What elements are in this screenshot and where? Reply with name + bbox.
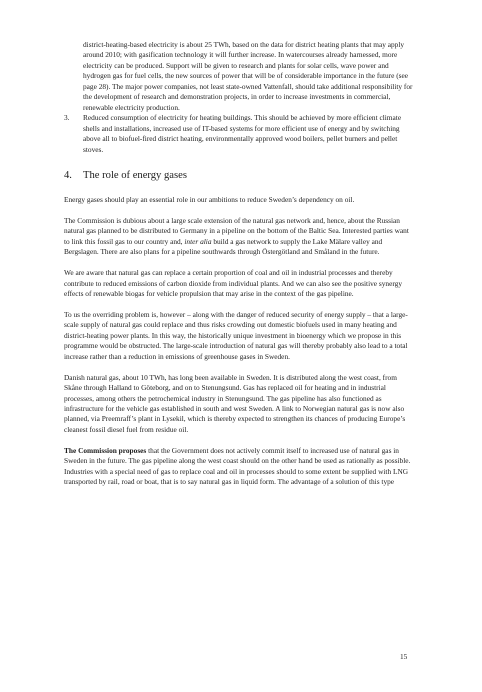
paragraph-natural-gas-network [64, 216, 414, 258]
paragraph-danish-natural-gas: Danish natural gas, about 10 TWh, has long been available in Sweden. It is distributed along the west coast, from Skåne through Halland to Göteborg, and on to Stenungsund. Gas has replaced oil for heating and in industrial processes, among others the petrochemical industry in Stenungsund. The gas pipeline has also functioned as infrastructure for the vehicle gas established in south and west Sweden. A link to Norwegian natural gas is now also planned, via Preemraff’s plant in Lysekil, which is thereby expected to strengthen its chances of producing Europe’s cleanest fossil diesel fuel from residue oil. [64, 372, 406, 434]
italic-text: inter alia [184, 236, 212, 246]
page-number: 15 [400, 652, 408, 661]
proposal-list [64, 113, 414, 155]
page-content [64, 40, 414, 498]
paragraph-text: build a gas network to supply the Lake Mälare valley and Bergslagen. There are also plans for a pipeline southwards through Östergötland and Småland in the future. [64, 236, 383, 257]
list-item-number: 3. [64, 113, 70, 123]
paragraph-energy-gases: Energy gases should play an essential role in our ambitions to reduce Sweden’s dependency on oil. [64, 194, 355, 204]
list-item-3 [64, 113, 414, 155]
section-title: The role of energy gases [83, 169, 187, 181]
list-item-2-continuation: district-heating-based electricity is about 25 TWh, based on the data for district heating plants that may apply around 2010; with gasification technology it will further increase. In watercourses already harnessed, more electricity can be produced. Support will be given to research and plants for solar cells, wave power and hydrogen gas for fuel cells, the new sources of power that will be of considerable importance in the future (see page 28). The major power companies, not least state-owned Vattenfall, should take additional responsibility for the development of research and demonstration projects, in order to increase investments in commercial, renewable electricity production. [83, 40, 413, 112]
paragraph-industrial-processes: We are aware that natural gas can replace a certain proportion of coal and oil in industrial processes and thereby contribute to reduced emissions of carbon dioxide from individual plants. And we can also see the positive synergy effects of renewable biogas for vehicle propulsion that may arise in the context of the gas pipeline. [64, 268, 403, 299]
paragraph-overriding-problem: To us the overriding problem is, however – along with the danger of reduced security of energy supply – that a large-scale supply of natural gas could replace and thus risks crowding out domestic biofuels used in many heating and district-heating power plants. In this way, the historically unique investment in bioenergy which we propose in this programme would be obstructed. The large-scale introduction of natural gas will thereby probably also lead to a total increase rather than a reduction in emissions of greenhouse gases in Sweden. [64, 309, 408, 361]
paragraph-commission-proposes [64, 446, 414, 488]
list-item-text: Reduced consumption of electricity for heating buildings. This should be achieved by more efficient climate shells and installations, increased use of IT-based systems for more efficient use of energy and by switching above all to biofuel-fired district heating, environmentally approved wood boilers, pellet burners and pellet stoves. [83, 113, 402, 154]
section-heading [64, 169, 414, 183]
paragraph-text: The Commission is dubious about a large scale extension of the natural gas network and, hence, about the Russian natural gas planned to be distributed to Germany in a pipeline on the bottom of the Baltic Sea. Interested parties want to link this fossil gas to our country and, [64, 215, 409, 246]
section-number: 4. [64, 169, 72, 181]
bold-text: The Commission proposes [64, 445, 147, 455]
paragraph-text: that the Government does not actively commit itself to increased use of natural gas in Sweden in the future. The gas pipeline along the west coast should on the other hand be used as rationally as possible. Industries with a special need of gas to replace coal and oil in processes should to some extent be supplied with LNG transported by rail, road or boat, that is to say natural gas in liquid form. The advantage of a solution of this type [64, 445, 411, 487]
